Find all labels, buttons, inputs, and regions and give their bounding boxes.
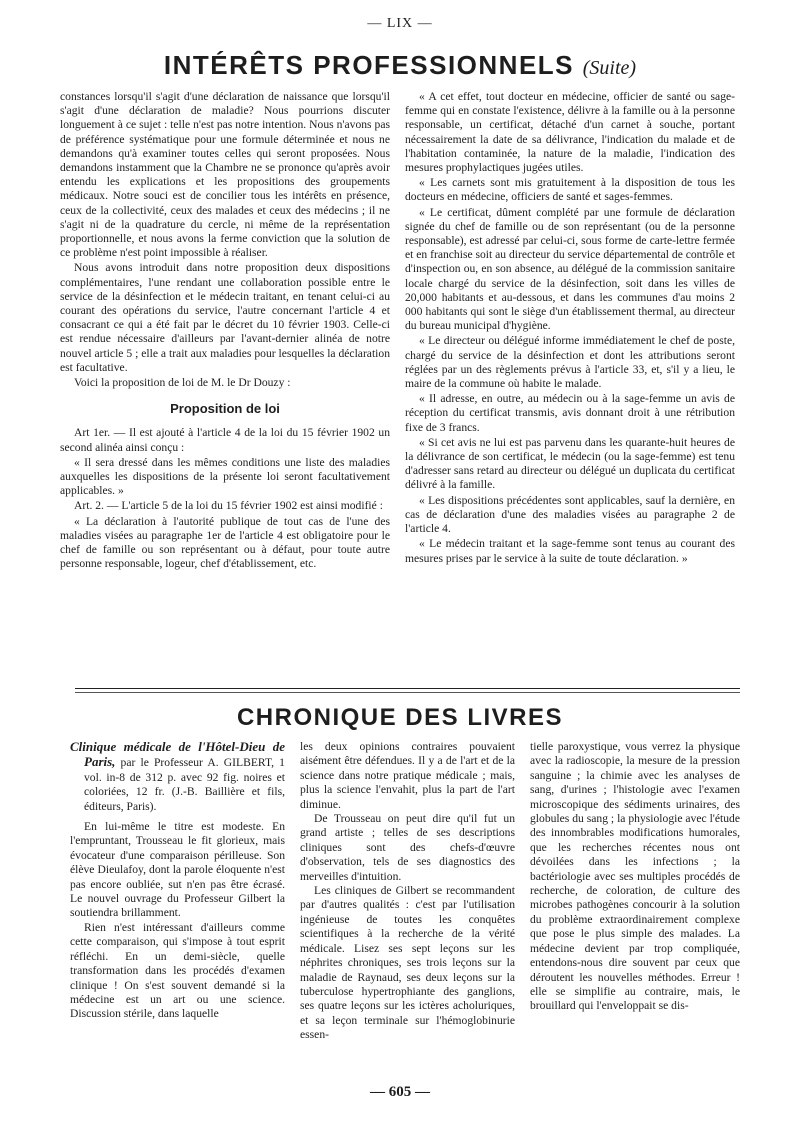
divider-rule [75,688,740,689]
book-title: Clinique médicale de l'Hôtel-Dieu de Paris, [70,739,285,770]
section-title-chronique: CHRONIQUE DES LIVRES [236,704,564,731]
paragraph: « Il adresse, en outre, au médecin ou à la sage-femme un avis de réception du certificat transmis, avis donnant droit à une rétribution fixe de 3 francs. [405,392,735,434]
paragraph: « Le médecin traitant et la sage-femme sont tenus au courant des mesures prises par le service à la suite de toute déclaration. » [405,537,735,565]
paragraph: Voici la proposition de loi de M. le Dr Douzy : [74,376,291,390]
paragraph: les deux opinions contraires pouvaient aisément être défendues. Il y a de l'art et de la science dans notre pratique médicale ; mais, plus la science l'envahit, plus la part de l'art diminue. [300,740,515,811]
paragraph: Rien n'est intéressant d'ailleurs comme cette comparaison, qui s'impose à tout esprit réfléchi. En un demi-siècle, quelle transformation dans les procédés d'examen clinique ! On s'est souvent demandé si la médecine est un art ou une science. Discussion stérile, dans laquelle [70,920,285,1021]
paragraph: « Il sera dressé dans les mêmes conditions une liste des maladies auxquelles les dispositions de la présente loi seront facultativement applicables. » [60,455,390,498]
paragraph: « Les dispositions précédentes sont applicables, sauf la dernière, en cas de déclaration d'une des maladies visées au paragraphe 2 de l'article 4. [405,493,735,536]
book-details: par le Professeur A. GILBERT, 1 vol. in-8 de 312 p. avec 92 fig. noires et coloriées, 12 fr. (J.-B. Baillière et fils, éditeurs, Paris). [84,756,285,813]
paragraph: « La déclaration à l'autorité publique de tout cas de l'une des maladies visées au paragraphe 1er de l'article 4 est obligatoire pour le chef de famille ou son représentant ou à défaut, pour toute autre personne responsable, logeur, chef d'établissement, etc. [60,514,390,571]
paragraph: Art 1er. — Il est ajouté à l'article 4 de la loi du 15 février 1902 un second alinéa ainsi conçu : [60,426,390,454]
page-number: — 605 — [370,1084,430,1100]
page-number-roman: — LIX — [367,16,433,31]
divider-rule [75,692,740,693]
paragraph: tielle paroxystique, vous verrez la physique avec la radioscopie, la mesure de la pression sanguine ; la chimie avec les analyses de sang, d'urines ; l'histologie avec l'examen microscopique des sédiments urinaires, des globules du sang ; la physiologie avec l'étude des innombrables modifications humorales, que les recherches récentes nous ont dévoilées dans les infections ; la bactériologie avec ses multiples procédés de recherche, de coloration, de culture des microbes pathogènes concourir à la solution du problème extraordinairement complexe que pose le plus simple des malades. La médecine devient par trop compliquée, entendons-nous dire souvent par ceux que déroutent les nouvelles méthodes. Erreur ! elle se simplifie au contraire, mais, le brouillard qui l'enveloppait se dis- [530,740,740,1013]
paragraph: « Le certificat, dûment complété par une formule de déclaration signée du chef de famille ou de son représentant (ou de la personne responsable), est adressé par celui-ci, sous forme de carte-lettre fermée et en franchise soit au directeur du service départemental de contrôle et d'inspection ou, en son absence, au délégué de la commission sanitaire locale chargé du service de la désinfection, soit dans les villes de 20,000 habitants et au-dessous, et dans les communes d'au moins 2 000 habitants qui sont le siège d'un établissement thermal, au directeur du bureau municipal d'hygiène. [405,205,735,333]
section-title-suite: (Suite) [582,57,637,79]
paragraph: Art. 2. — L'article 5 de la loi du 15 février 1902 est ainsi modifié : [74,499,383,513]
chronique-column-3 [530,740,740,1014]
section-title-text: INTÉRÊTS PROFESSIONNELS [163,50,575,80]
paragraph: Nous avons introduit dans notre proposition deux dispositions complémentaires, l'une rendant une collaboration possible entre le service de la désinfection et le médecin traitant, en tenant celui-ci au courant des opérations du service, l'autre concernant l'article 4 et consacrant ce qui a été fait par le décret du 10 février 1903. Celle-ci est rendue nécessaire d'ailleurs par l'avant-dernier alinéa de notre nouvel article 5 ; elle a trait aux maladies pour lesquelles la déclaration est facultative. [60,261,390,374]
paragraph: En lui-même le titre est modeste. En l'empruntant, Trousseau le fit glorieux, mais évocateur d'une comparaison périlleuse. Son élève Dieulafoy, dont la parole éloquente n'est pas encore oubliée, sut n'en pas être écrasé. Le nouvel ouvrage du Professeur Gilbert la soutiendra brillamment. [70,820,285,920]
paragraph: Les cliniques de Gilbert se recommandent par d'autres qualités : c'est par l'utilisation ingénieuse de toutes les conquêtes scientifiques à la recherche de la vérité médicale. Lisez ses sept leçons sur les néphrites chroniques, ses trois leçons sur la maladie de Raynaud, ses deux leçons sur la tuberculose hypertrophiante des ganglions, ses quatre leçons sur les ictères acholuriques, et sa leçon terminale sur l'hémoglobinurie essen- [300,884,515,1042]
book-reference [70,740,285,814]
chronique-column-2 [300,740,515,1043]
section-title-interets [0,50,800,81]
chronique-column-1 [70,740,285,1022]
paragraph: « Le directeur ou délégué informe immédiatement le chef de poste, chargé du service de la désinfection et dont les attributions seront réglées par un des règlements prévus à l'article 33, et, s'il y a lieu, le maire de la commune où habite le malade. [405,334,735,391]
paragraph: « Si cet avis ne lui est pas parvenu dans les quarante-huit heures de la délivrance de son certificat, le médecin (ou la sage-femme) est tenu d'adresser sans retard au directeur ou délégué un duplicata du certificat délivré à la famille. [405,435,735,492]
right-column [405,90,735,567]
paragraph: « Les carnets sont mis gratuitement à la disposition de tous les docteurs en médecine, officiers de santé et sages-femmes. [405,176,735,204]
paragraph: De Trousseau on peut dire qu'il fut un grand artiste ; telles de ses descriptions cliniques sont des chefs-d'œuvre d'observation, tels de ses diagnostics des merveilles d'intuition. [300,812,515,883]
left-column [60,90,390,573]
subheading-proposition: Proposition de loi [170,401,280,417]
paragraph: constances lorsqu'il s'agit d'une déclaration de naissance que lorsqu'il s'agit d'une déclaration de maladie? Nous pourrions discuter longuement à ce sujet : telle n'est pas notre intention. Nous n'avons pas de préférence systématique pour une formule déterminée et nous ne demandons qu'à examiner toutes celles qui seront proposées. Nous demandons instamment que la Chambre ne se prononce qu'après avoir entendu les explications et les propositions des groupements médicaux. Notre souci est de concilier tous les intérêts en présence, ceux de la collectivité, ceux des malades et ceux des médecins ; il ne s'agit ni de la quadrature du cercle, ni même de la représentation proportionnelle, et nous avons la ferme conviction que la solution de ce problème n'est point impossible à réaliser. [60,90,390,260]
paragraph: « A cet effet, tout docteur en médecine, officier de santé ou sage-femme qui en constate l'existence, délivre à la famille ou à la personne responsable, un certificat, détaché d'un carnet à souche, portant nécessairement la date de sa délivrance, l'indication du malade et de l'habitation contaminée, la nature de la maladie, l'indication des mesures prophylactiques jugées utiles. [405,90,735,175]
